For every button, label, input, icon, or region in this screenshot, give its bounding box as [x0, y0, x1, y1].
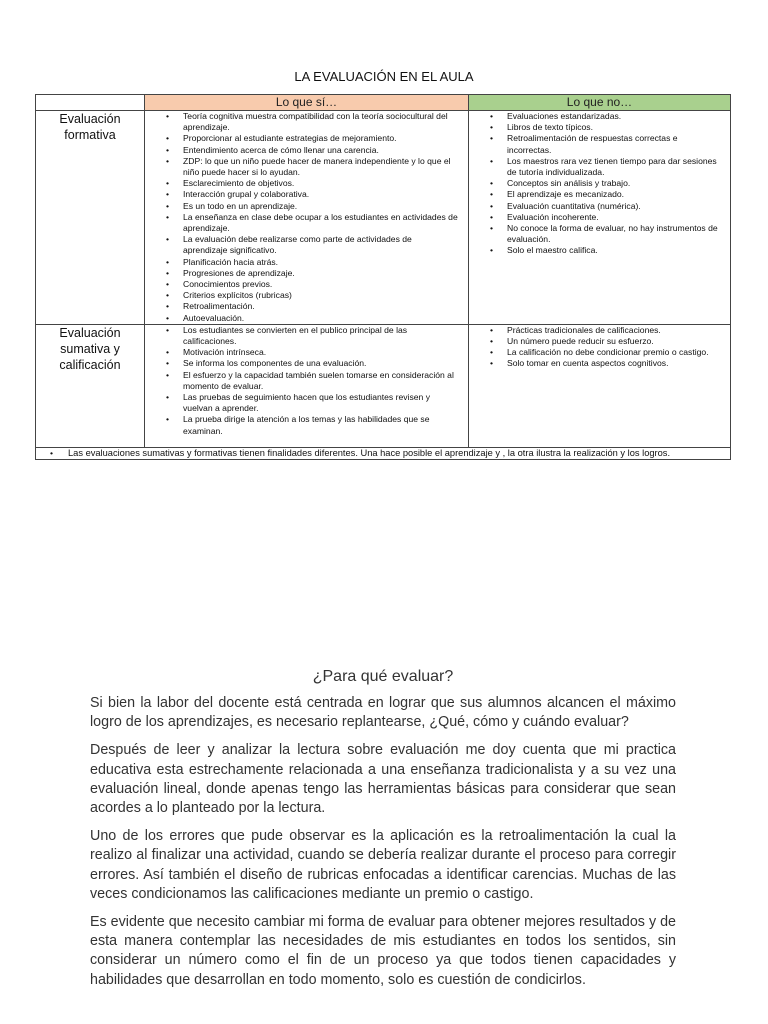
list-item: • Evaluación incoherente.	[507, 212, 720, 223]
list-item: • Libros de texto típicos.	[507, 122, 720, 133]
list-item: • Es un todo en un aprendizaje.	[183, 201, 458, 212]
list-item: • Entendimiento acerca de cómo llenar una carencia.	[183, 145, 458, 156]
list-item: • Prácticas tradicionales de calificaciones.	[507, 325, 720, 336]
list-item: • El esfuerzo y la capacidad también suelen tomarse en consideración al momento de evaluar.	[183, 370, 458, 392]
list-item: • Las pruebas de seguimiento hacen que los estudiantes revisen y vuelvan a aprender.	[183, 392, 458, 414]
list-formativa-yes	[145, 111, 468, 324]
list-item: • La enseñanza en clase debe ocupar a los estudiantes en actividades de aprendizaje.	[183, 212, 458, 234]
list-item: • Progresiones de aprendizaje.	[183, 268, 458, 279]
list-item: • Proporcionar al estudiante estrategias de mejoramiento.	[183, 133, 458, 144]
essay-paragraph: Si bien la labor del docente está centrada en lograr que sus alumnos alcancen el máximo logro de los aprendizajes, es necesario replantearse, ¿Qué, cómo y cuándo evaluar?	[90, 695, 676, 731]
table-footer-cell	[36, 447, 731, 459]
column-header-no: Lo que no…	[469, 95, 731, 111]
table-header-row	[36, 95, 731, 111]
table-header-empty	[36, 95, 145, 111]
list-item: • Conocimientos previos.	[183, 279, 458, 290]
footer-note: • Las evaluaciones sumativas y formativas tienen finalidades diferentes. Una hace posible el aprendizaje y , la otra ilustra la realización y los logros.	[68, 448, 720, 459]
essay-heading: ¿Para qué evaluar?	[312, 668, 454, 685]
cell-sumativa-yes	[145, 324, 469, 447]
table-row-sumativa	[36, 324, 731, 447]
list-item: • Planificación hacia atrás.	[183, 257, 458, 268]
table-footer-row	[36, 447, 731, 459]
list-item: • Evaluaciones estandarizadas.	[507, 111, 720, 122]
cell-formativa-yes	[145, 111, 469, 325]
column-header-yes: Lo que sí…	[145, 95, 469, 111]
footer-list	[36, 448, 730, 459]
list-item: • Motivación intrínseca.	[183, 347, 458, 358]
essay-paragraph: Es evidente que necesito cambiar mi forma de evaluar para obtener mejores resultados y de esta manera contemplar las necesidades de mis estudiantes en todos los sentidos, sin considerar un número como el fin de un proceso ya que todos tienen capacidades y habilidades que desarrollan en todo momento, solo es cuestión de condicirlos.	[90, 914, 676, 988]
list-item: • Autoevaluación.	[183, 313, 458, 324]
essay-section	[90, 668, 676, 999]
list-item: • Retroalimentación.	[183, 301, 458, 312]
list-item: • Interacción grupal y colaborativa.	[183, 189, 458, 200]
list-sumativa-yes	[145, 325, 468, 437]
essay-paragraph: Uno de los errores que pude observar es la aplicación es la retroalimentación la cual la realizo al finalizar una actividad, cuando se debería realizar durante el proceso para corregir errores. Así también el diseño de rubricas enfocadas a identificar carencias. Muchas de las veces condicionamos las calificaciones mediante un premio o castigo.	[90, 828, 676, 902]
list-item: • La evaluación debe realizarse como parte de actividades de aprendizaje significativo.	[183, 234, 458, 256]
list-item: • Conceptos sin análisis y trabajo.	[507, 178, 720, 189]
row-label-sumativa: Evaluación sumativa y calificación	[36, 324, 145, 447]
cell-sumativa-no	[469, 324, 731, 447]
list-formativa-no	[469, 111, 730, 257]
list-item: • La prueba dirige la atención a los temas y las habilidades que se examinan.	[183, 414, 458, 436]
essay-paragraph: Después de leer y analizar la lectura sobre evaluación me doy cuenta que mi practica educativa esta estrechamente relacionada a una enseñanza tradicionalista y a su vez una evaluación lineal, donde apenas tengo las herramientas básicas para considerar que sean acordes a lo planteado por la lectura.	[90, 742, 676, 817]
row-label-formativa: Evaluación formativa	[36, 111, 145, 325]
list-item: • Evaluación cuantitativa (numérica).	[507, 201, 720, 212]
list-item: • ZDP: lo que un niño puede hacer de manera independiente y lo que el niño puede hacer si lo ayudan.	[183, 156, 458, 178]
list-item: • Los estudiantes se convierten en el publico principal de las calificaciones.	[183, 325, 458, 347]
list-item: • No conoce la forma de evaluar, no hay instrumentos de evaluación.	[507, 223, 720, 245]
list-item: • Teoría cognitiva muestra compatibilidad con la teoría sociocultural del aprendizaje.	[183, 111, 458, 133]
list-item: • La calificación no debe condicionar premio o castigo.	[507, 347, 720, 358]
list-item: • Un número puede reducir su esfuerzo.	[507, 336, 720, 347]
list-item: • Solo tomar en cuenta aspectos cognitivos.	[507, 358, 720, 369]
list-item: • El aprendizaje es mecanizado.	[507, 189, 720, 200]
cell-formativa-no	[469, 111, 731, 325]
list-item: • Retroalimentación de respuestas correctas e incorrectas.	[507, 133, 720, 155]
page-title: LA EVALUACIÓN EN EL AULA	[294, 69, 474, 84]
list-item: • Se informa los componentes de una evaluación.	[183, 358, 458, 369]
evaluation-table	[35, 94, 731, 460]
list-item: • Esclarecimiento de objetivos.	[183, 178, 458, 189]
list-sumativa-no	[469, 325, 730, 370]
table-row-formativa	[36, 111, 731, 325]
list-item: • Los maestros rara vez tienen tiempo para dar sesiones de tutoría individualizada.	[507, 156, 720, 178]
list-item: • Criterios explícitos (rubricas)	[183, 290, 458, 301]
list-item: • Solo el maestro califica.	[507, 245, 720, 256]
